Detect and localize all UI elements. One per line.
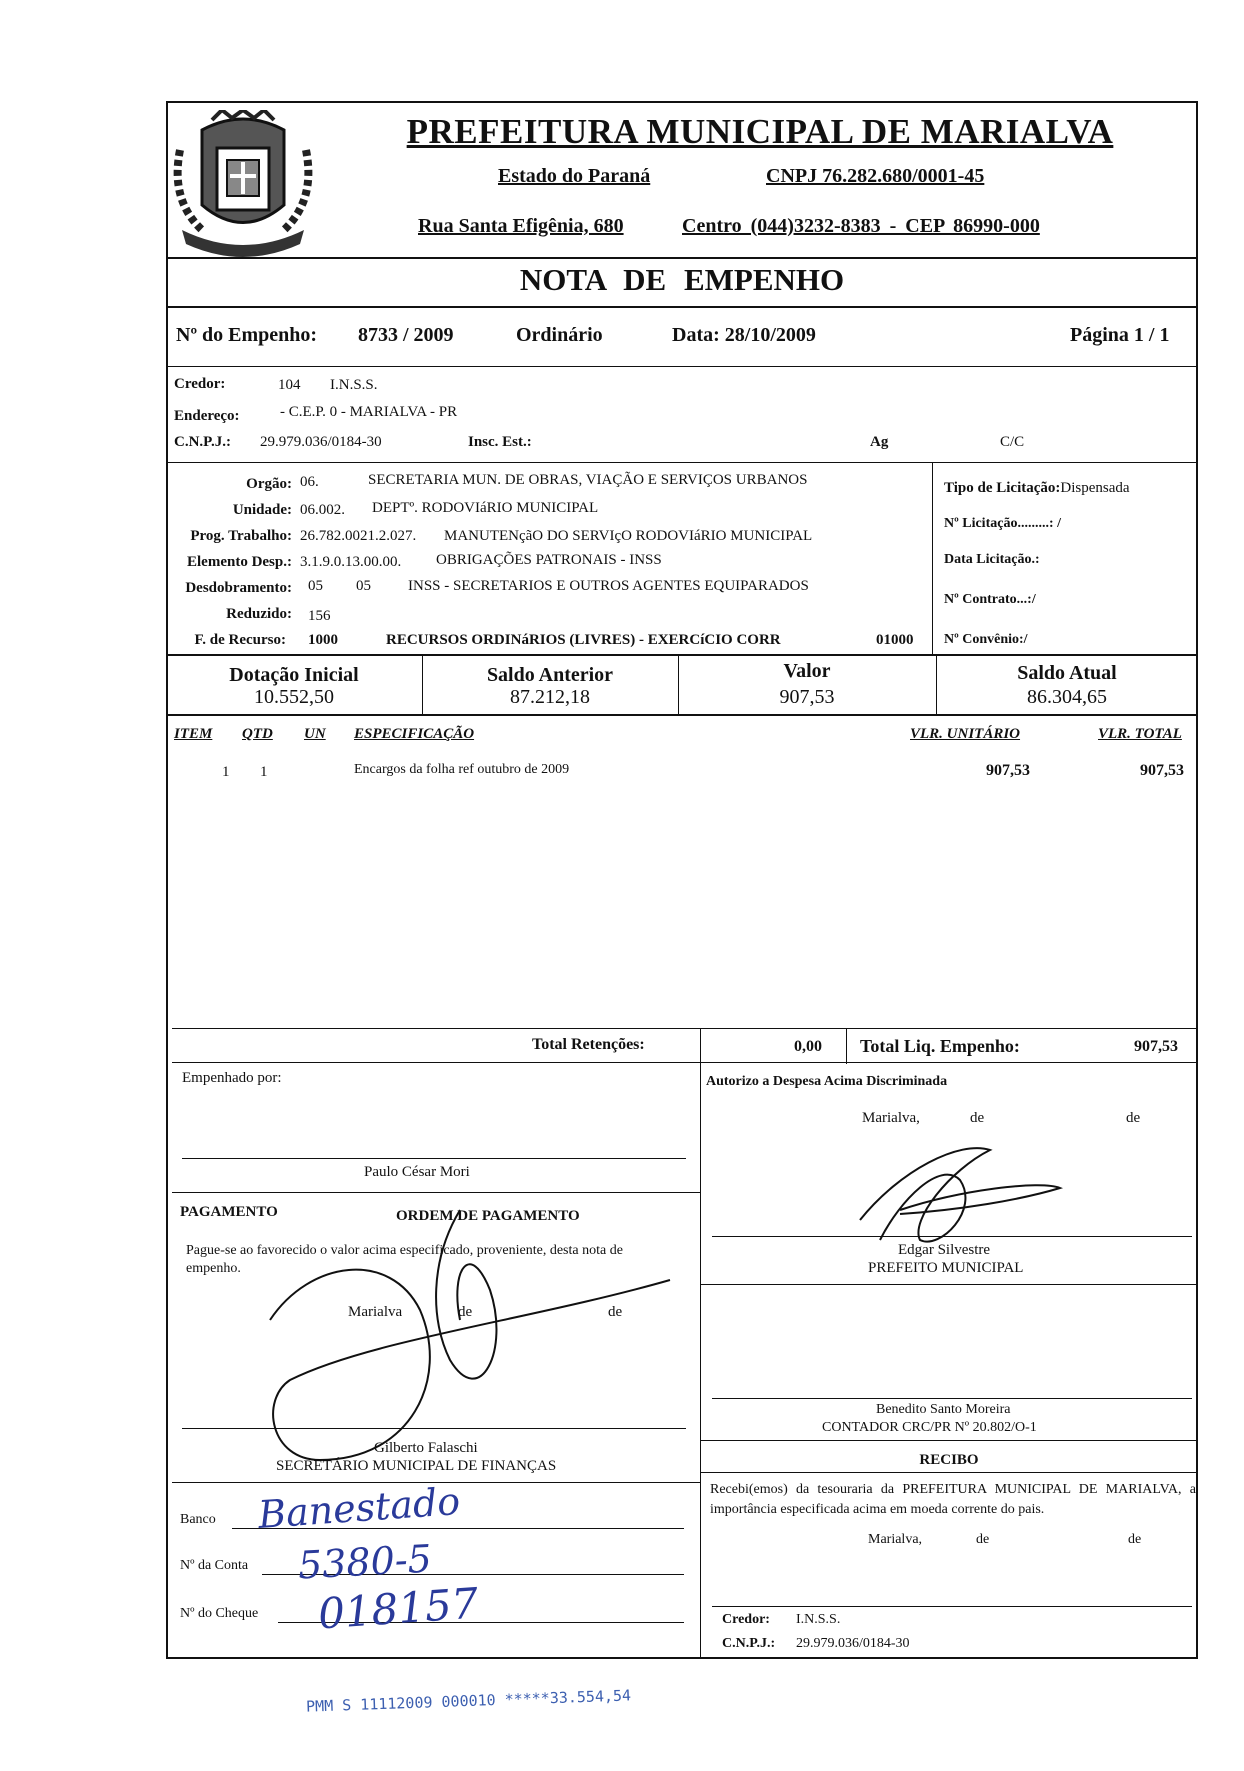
ordem-de-2: de xyxy=(608,1304,623,1320)
numero-licitacao: Nº Licitação.........: / xyxy=(944,516,1061,531)
cheque-handwritten: 018157 xyxy=(316,1578,480,1639)
contador-nome: Benedito Santo Moreira xyxy=(876,1402,1011,1417)
address-field-label: Endereço: xyxy=(174,408,240,424)
elemento-code: 3.1.9.0.13.00.00. xyxy=(300,554,402,570)
empenho-number-label: Nº do Empenho: xyxy=(176,324,318,346)
contador-cargo: CONTADOR CRC/PR Nº 20.802/O-1 xyxy=(822,1420,1037,1435)
ordem-place: Marialva xyxy=(348,1304,403,1320)
ordem-pagamento-text: Pague-se ao favorecido o valor acima especificado, proveniente, desta nota de empenho. xyxy=(186,1243,623,1276)
empenhado-por-label: Empenhado por: xyxy=(182,1070,282,1086)
recurso-code: 1000 xyxy=(308,632,338,648)
recibo-place: Marialva, xyxy=(868,1532,923,1547)
reduzido-label: Reduzido: xyxy=(226,606,292,622)
empenhado-por-nome: Paulo César Mori xyxy=(364,1164,470,1180)
credor-code: 104 xyxy=(278,377,301,393)
desdobramento-b: 05 xyxy=(356,578,371,594)
recibo-text: Recebi(emos) da tesouraria da PREFEITURA MUNICIPAL DE MARIALVA, a importância especificada acima em moeda corrente do pais. xyxy=(710,1482,1196,1517)
elemento-desc: OBRIGAÇÕES PATRONAIS - INSS xyxy=(436,552,662,568)
prog-label: Prog. Trabalho: xyxy=(190,528,292,544)
cnpj-field-label: C.N.P.J.: xyxy=(174,434,231,450)
state-label: Estado do Paraná xyxy=(498,165,651,187)
secretario-signature-icon xyxy=(250,1200,690,1480)
col-un: UN xyxy=(304,726,326,742)
credor-address: - C.E.P. 0 - MARIALVA - PR xyxy=(280,404,458,420)
banco-handwritten: Banestado xyxy=(256,1479,462,1537)
empenho-number: 8733 / 2009 xyxy=(358,324,454,346)
unidade-desc: DEPTº. RODOVIáRIO MUNICIPAL xyxy=(372,500,599,516)
district-phone-label: Centro (044)3232-8383 - CEP 86990-000 xyxy=(682,215,1040,237)
unidade-code: 06.002. xyxy=(300,502,345,518)
prog-desc: MANUTENçãO DO SERVIçO RODOVIáRIO MUNICIPAL xyxy=(444,528,813,544)
recibo-cnpj-label: C.N.P.J.: xyxy=(722,1636,776,1651)
prog-code: 26.782.0021.2.027. xyxy=(300,528,417,544)
orgao-desc: SECRETARIA MUN. DE OBRAS, VIAÇÃO E SERVIÇOS URBANOS xyxy=(368,472,808,488)
recibo-credor-label: Credor: xyxy=(722,1612,770,1627)
col-spec: ESPECIFICAÇÃO xyxy=(354,726,475,742)
recurso-desc: RECURSOS ORDINáRIOS (LIVRES) - EXERCíCIO CORR xyxy=(386,632,781,648)
recibo-heading: RECIBO xyxy=(919,1452,979,1468)
autorizo-de-1: de xyxy=(970,1110,985,1126)
numero-contrato: Nº Contrato...:/ xyxy=(944,592,1036,607)
prefeito-nome: Edgar Silvestre xyxy=(898,1242,991,1258)
saldo-anterior-label: Saldo Anterior xyxy=(486,664,614,686)
numero-convenio: Nº Convênio:/ xyxy=(944,632,1028,647)
recibo-de-1: de xyxy=(976,1532,990,1547)
credor-label: Credor: xyxy=(174,376,226,392)
recibo-cnpj: 29.979.036/0184-30 xyxy=(796,1636,910,1651)
orgao-code: 06. xyxy=(300,474,319,490)
table-row-item: 1 xyxy=(222,764,230,780)
table-row-spec: Encargos da folha ref outubro de 2009 xyxy=(354,762,570,777)
autorizo-heading: Autorizo a Despesa Acima Discriminada xyxy=(706,1074,948,1089)
table-row-unit: 907,53 xyxy=(986,762,1030,779)
pagamento-heading: PAGAMENTO xyxy=(180,1204,278,1220)
saldo-atual-value: 86.304,65 xyxy=(1027,686,1107,708)
prefeito-cargo: PREFEITO MUNICIPAL xyxy=(868,1260,1024,1276)
page-title: PREFEITURA MUNICIPAL DE MARIALVA xyxy=(406,112,1114,151)
autorizo-place: Marialva, xyxy=(862,1110,920,1126)
ag-label: Ag xyxy=(870,434,889,450)
ordem-de-1: de xyxy=(458,1304,473,1320)
col-qtd: QTD xyxy=(242,726,273,742)
desdobramento-label: Desdobramento: xyxy=(185,580,292,596)
table-row-total: 907,53 xyxy=(1140,762,1184,779)
cheque-label: Nº do Cheque xyxy=(180,1606,259,1621)
insc-est-label: Insc. Est.: xyxy=(468,434,532,450)
empenho-type: Ordinário xyxy=(516,324,603,346)
liquido-label: Total Liq. Empenho: xyxy=(860,1036,1020,1056)
col-total-value: VLR. TOTAL xyxy=(1098,726,1182,742)
recibo-de-2: de xyxy=(1128,1532,1142,1547)
tipo-licitacao-label: Tipo de Licitação:Dispensada xyxy=(944,480,1130,496)
data-licitacao: Data Licitação.: xyxy=(944,552,1040,567)
recurso-number: 01000 xyxy=(876,632,914,648)
secretario-nome: Gilberto Falaschi xyxy=(374,1440,478,1456)
conta-handwritten: 5380-5 xyxy=(296,1536,433,1588)
dotacao-label: Dotação Inicial xyxy=(229,664,359,686)
col-item: ITEM xyxy=(174,726,213,742)
bank-stamp: PMM S 11112009 000010 *****33.554,54 xyxy=(305,1686,632,1716)
recibo-credor: I.N.S.S. xyxy=(796,1612,841,1627)
table-row-qtd: 1 xyxy=(260,764,268,780)
municipal-crest-icon xyxy=(172,110,314,258)
valor-label: Valor xyxy=(783,660,831,682)
credor-name: I.N.S.S. xyxy=(330,377,378,393)
document-type-title: NOTA DE EMPENHO xyxy=(519,262,845,297)
recurso-label: F. de Recurso: xyxy=(194,632,286,648)
prefeito-signature-icon xyxy=(840,1130,1070,1260)
empenho-date: Data: 28/10/2009 xyxy=(672,324,816,346)
conta-label: Nº da Conta xyxy=(180,1558,249,1573)
autorizo-de-2: de xyxy=(1126,1110,1141,1126)
col-unit-value: VLR. UNITÁRIO xyxy=(910,726,1021,742)
desdobramento-a: 05 xyxy=(308,578,323,594)
page-number: Página 1 / 1 xyxy=(1070,324,1170,346)
unidade-label: Unidade: xyxy=(232,502,292,518)
orgao-label: Orgão: xyxy=(246,476,292,492)
credor-cnpj: 29.979.036/0184-30 xyxy=(260,434,382,450)
cnpj-label: CNPJ 76.282.680/0001-45 xyxy=(766,165,985,187)
address-label: Rua Santa Efigênia, 680 xyxy=(418,215,624,237)
saldo-atual-label: Saldo Atual xyxy=(1017,662,1117,684)
elemento-label: Elemento Desp.: xyxy=(187,554,292,570)
valor-value: 907,53 xyxy=(779,686,835,708)
retencoes-value: 0,00 xyxy=(794,1038,822,1055)
dotacao-value: 10.552,50 xyxy=(254,686,334,708)
cc-label: C/C xyxy=(1000,434,1025,450)
retencoes-label: Total Retenções: xyxy=(532,1036,645,1053)
ordem-pagamento-heading: ORDEM DE PAGAMENTO xyxy=(396,1208,580,1224)
reduzido-value: 156 xyxy=(308,608,331,624)
liquido-value: 907,53 xyxy=(1134,1038,1178,1055)
saldo-anterior-value: 87.212,18 xyxy=(510,686,590,708)
secretario-cargo: SECRETÁRIO MUNICIPAL DE FINANÇAS xyxy=(276,1458,557,1474)
banco-label: Banco xyxy=(180,1512,216,1527)
desdobramento-desc: INSS - SECRETARIOS E OUTROS AGENTES EQUIPARADOS xyxy=(408,578,809,594)
